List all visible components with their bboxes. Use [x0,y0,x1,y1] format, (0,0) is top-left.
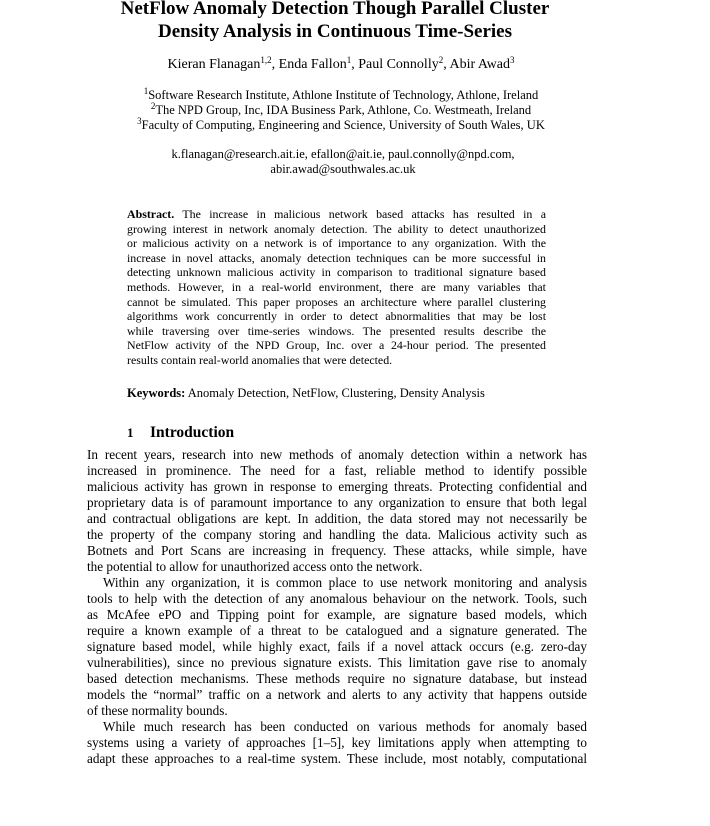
body-text-line: require a known example of a threat to be catalogued and a signature generated. The [87,623,587,638]
author-separator: , [351,57,359,72]
body-text-line: the property of the company storing and handling the data. Malicious activity such as [87,527,587,542]
affiliation-1-text: Software Research Institute, Athlone Institute of Technology, Athlone, Ireland [148,88,539,102]
abstract [127,207,546,368]
author-affiliation-marker: 1 [346,55,352,65]
abstract-line-text: The increase in malicious network based attacks has resulted in a [182,207,546,221]
abstract-line [127,295,546,310]
abstract-line [127,207,546,222]
body-text-line: malicious activity has grown in response to emerging threats. Protecting confidential and [87,479,587,494]
author-list [0,56,682,74]
body-text-line: vulnerabilities), since no previous signature exists. This limitation gave rise to anomaly [87,655,587,670]
abstract-line [127,236,546,251]
abstract-line-text: detecting unknown malicious activity in comparison to traditional signature based [127,265,546,280]
body-text-line: the potential to allow for unauthorized access onto the network. [87,559,423,574]
introduction-body [87,447,587,767]
author-affiliation-marker: 1,2 [260,55,272,65]
abstract-line-text: algorithms work concurrently in order to detect abnormalities that may be lost [127,309,546,324]
body-text-line: as McAfee ePO and Tipping point for example, are signature based models, which [87,607,587,622]
author-separator: , [271,57,279,72]
body-text-line: of these normality bounds. [87,703,228,718]
abstract-line [127,251,546,266]
author-separator: , [443,57,450,72]
affiliation-3-marker: 3 [137,116,142,126]
affiliation-1 [0,87,682,103]
body-text-line: Botnets and Port Scans are increasing in frequency. These attacks, while simple, have [87,543,587,558]
abstract-line [127,353,546,368]
section-number: 1 [127,425,134,440]
abstract-line-text: NetFlow activity of the NPD Group, Inc. over a 24-hour period. The presented [127,338,546,353]
author-emails-line-2: abir.awad@southwales.ac.uk [270,162,416,176]
body-text-line: In recent years, research into new methods of anomaly detection within a network has [87,447,587,462]
body-text-line: increased in prominence. The need for a fast, reliable method to identify possible [87,463,587,478]
body-text-line: signature based model, while highly exact, fails if a novel attack occurs (e.g. zero-day [87,639,587,654]
affiliation-2 [0,102,682,118]
abstract-line-text: while traversing over time-series windows. The presented results describe the [127,323,546,338]
abstract-line [127,280,546,295]
keywords-label: Keywords: [127,386,186,400]
abstract-line-text: cannot be simulated. This paper proposes an architecture where parallel clustering [127,294,546,309]
body-text-line: Within any organization, it is common place to use network monitoring and analysis [103,575,587,590]
author-affiliation-marker: 2 [438,55,444,65]
abstract-line [127,338,546,353]
keywords-text: Anomaly Detection, NetFlow, Clustering, Density Analysis [187,386,485,400]
body-text-line: proprietary data is of paramount importance to any organization to ensure that both legal [87,495,587,510]
body-text-line: tools to help with the detection of any anomalous behaviour on the network. Tools, such [87,591,587,606]
affiliation-3 [0,117,682,133]
body-text-line: adapt these approaches to a real-time system. These include, most notably, computational [87,751,587,766]
abstract-line-text: increase in novel attacks, anomaly detection techniques can be more successful in [127,250,546,265]
abstract-line [127,222,546,237]
author-emails-line-1: k.flanagan@research.ait.ie, efallon@ait.ie, paul.connolly@npd.com, [171,147,515,161]
abstract-line-text: or malicious activity on a network is of importance to any organization. With the [127,236,546,251]
affiliation-2-marker: 2 [150,101,156,111]
abstract-line [127,265,546,280]
affiliation-2-text: The NPD Group, Inc, IDA Business Park, Athlone, Co. Westmeath, Ireland [155,103,532,117]
section-title: Introduction [150,424,235,441]
body-text-line: systems using a variety of approaches [1–5], key limitations apply when attempting to [87,735,587,750]
section-heading-introduction [127,424,234,442]
author-name: Kieran Flanagan [167,57,261,72]
author-name: Enda Fallon [278,57,347,72]
abstract-line-text: growing interest in network anomaly detection. The ability to detect unauthorized [127,221,546,236]
body-text-line: based detection mechanisms. These methods require no signature database, but instead [87,671,587,686]
body-text-line: models the “normal” traffic on a network and alerts to any activity that happens outside [87,687,587,702]
abstract-line [127,309,546,324]
paper-title-line-2: Density Analysis in Continuous Time-Series [157,21,513,42]
abstract-line-text: results contain real-world anomalies that were detected. [127,352,393,367]
abstract-line [127,324,546,339]
affiliation-3-text: Faculty of Computing, Engineering and Science, University of South Wales, UK [141,118,545,132]
author-affiliation-marker: 3 [510,55,515,65]
author-name: Paul Connolly [358,57,439,72]
paper-title-line-1: NetFlow Anomaly Detection Though Parallel Cluster [120,0,550,19]
keywords [127,386,546,401]
body-text-line: While much research has been conducted on various methods for anomaly based [103,719,587,734]
author-name: Abir Awad [449,57,510,72]
affiliation-1-marker: 1 [143,86,149,96]
abstract-label: Abstract. [127,207,175,221]
body-text-line: and contractual obligations are kept. In addition, the data stored may not necessarily be [87,511,587,526]
abstract-line-text: methods. However, in a real-world environment, there are many variables that [127,279,546,294]
